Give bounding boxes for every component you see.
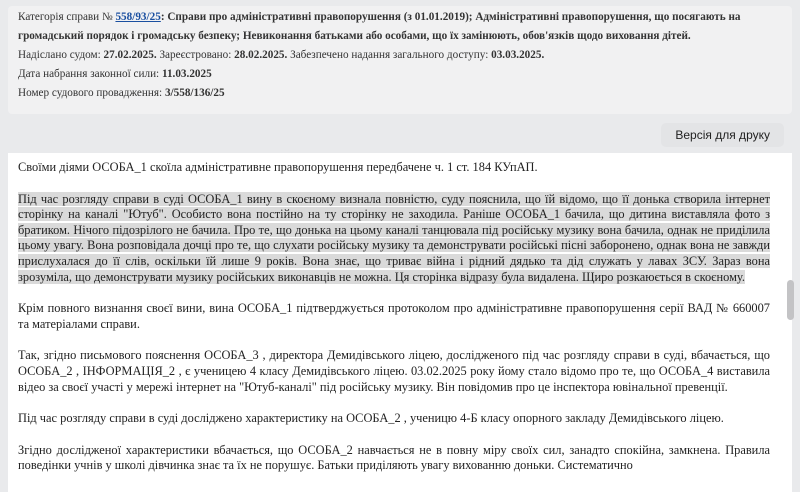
registered-value: 28.02.2025. — [234, 49, 288, 61]
case-metadata-panel — [8, 6, 792, 114]
public-access-label: Забезпечено надання загального доступу: — [290, 49, 489, 61]
paragraph-2-highlighted — [18, 192, 770, 286]
paragraph-6: Згідно дослідженої характеристики вбачається, що ОСОБА_2 навчається не в повну міру своїх сил, занадто спокійна, замкнена. Правила поведінки учнів у школі дівчинка знає та їх не порушує. Батьки приділяють увагу вихованню доньки. Систематично — [18, 442, 770, 473]
scrollbar-thumb[interactable] — [787, 280, 794, 320]
sent-label: Надіслано судом: — [18, 49, 101, 61]
case-number-link[interactable]: 558/93/25 — [115, 11, 161, 23]
case-number-row — [18, 84, 782, 103]
effective-date-row — [18, 65, 782, 84]
effective-date-value: 11.03.2025 — [161, 68, 212, 80]
paragraph-3: Крім повного визнання своєї вини, вина ОСОБА_1 підтверджується протоколом про адміністративне правопорушення серії ВАД № 660007 та матеріалами справи. — [18, 301, 770, 331]
paragraph-5: Під час розгляду справи в суді досліджено характеристику на ОСОБА_2 , ученицю 4-Б класу опорного закладу Демидівського ліцею. — [18, 411, 724, 426]
sent-value: 27.02.2025. — [103, 49, 157, 61]
print-version-button[interactable]: Версія для друку — [661, 123, 784, 147]
effective-date-label: Дата набрання законної сили: — [18, 68, 160, 80]
registered-label: Зареєстровано: — [159, 49, 232, 61]
paragraph-4: Так, згідно письмового пояснення ОСОБА_3 , директора Демидівського ліцею, дослідженого під час розгляду справи в суді, вбачається, що ОСОБА_2 , ІНФОРМАЦІЯ_2 , є ученицею 4 класу Демидівського ліцею. 03.02.2025 року йому стало відомо про те, що ОСОБА_4 виставила відео за своєї участі у мережі інтернет на "Ютуб-каналі" під російську музику. Він повідомив про це інспектора ювінальної превенції. — [18, 348, 770, 394]
highlighted-text: Під час розгляду справи в суді ОСОБА_1 вину в скоєному визнала повністю, суду пояснила, що їй відомо, що її донька створила інтернет сторінку на каналі "Ютуб". Особисто вона постійно на ту сторінку не заходила. Раніше ОСОБА_1 бачила, що дитина виставляла фото з братиком. Нічого підозрілого не бачила. Про те, що донька на цьому каналі танцювала під російську музику вона бачила, однак не приділила цьому увагу. Вона розповідала дочці про те, що слухати російську музику та демонструвати російські пісні заборонено, однак вона не завжди прислухалася до її слів, оскільки їй лише 9 років. Вона знає, що триває війна і рідний дядько та дід служать у лавах ЗСУ. Зараз вона зрозуміла, що демонструвати музику російських виконавців не можна. Ця сторінка відразу була видалена. Щиро розкаюється в скоєному. — [18, 191, 770, 284]
category-text: : Справи про адміністративні правопорушення (з 01.01.2019); Адміністративні правопорушення, що посягають на громадський порядок і громадську безпеку; Невиконання батьками або особами, що їх замінюють, обов'язків щодо виховання дітей. — [18, 11, 741, 42]
case-number-label: Номер судового провадження: — [18, 87, 163, 99]
toolbar — [8, 122, 792, 148]
dates-row — [18, 46, 782, 65]
public-access-value: 03.03.2025. — [491, 49, 545, 61]
document-body — [8, 153, 792, 492]
case-number-value: 3/558/136/25 — [164, 87, 225, 99]
category-label: Категорія справи № — [18, 11, 113, 23]
paragraph-1: Своїми діями ОСОБА_1 скоїла адміністративне правопорушення передбачене ч. 1 ст. 184 КУпАП. — [18, 160, 538, 174]
category-row — [18, 8, 782, 46]
